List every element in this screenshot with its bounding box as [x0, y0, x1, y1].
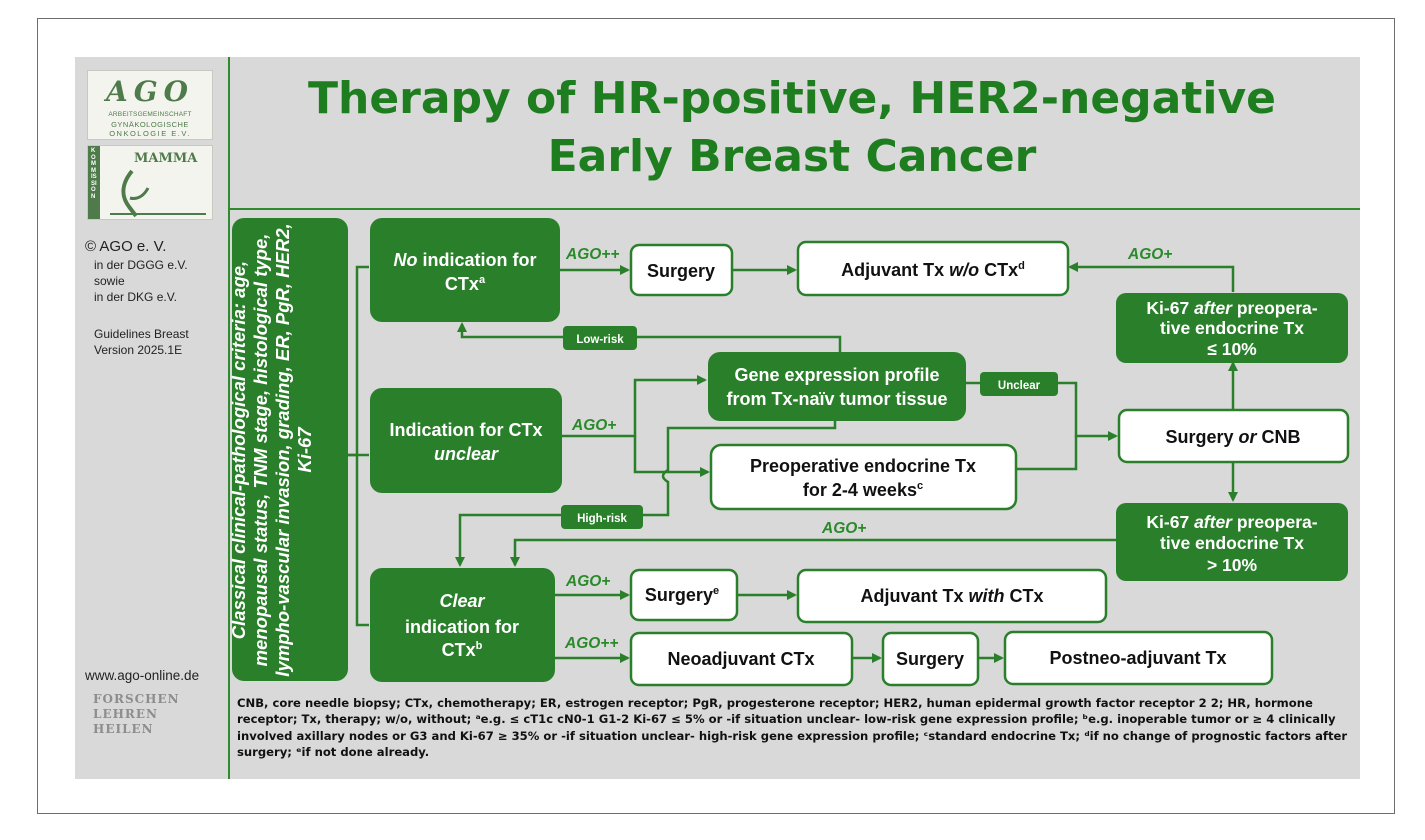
node-gene-line1: Gene expression profile [734, 365, 940, 385]
node-ki67low-line1: Ki-67 after preopera- [1146, 298, 1318, 318]
edge-unclear-to-preop [635, 436, 708, 472]
node-postneo-text: Postneo-adjuvant Tx [1049, 648, 1227, 668]
node-ki67high-line2: tive endocrine Tx [1160, 533, 1304, 553]
edge-criteria-to-no [347, 267, 369, 455]
node-indication-unclear-line1: Indication for CTx [389, 420, 543, 440]
node-surgery-bottom-text: Surgery [895, 649, 965, 669]
node-clear-line1: Clear [439, 591, 485, 611]
edge-gene-lowrisk [462, 324, 840, 352]
motto-line-2: LEHREN [93, 707, 159, 721]
edge-preop-to-cnb [1016, 436, 1076, 469]
title-line-1: Therapy of HR-positive, HER2-negative [307, 73, 1277, 124]
node-ki67low-line2: tive endocrine Tx [1160, 318, 1304, 338]
org-line-1: in der DGGG e.V. [94, 258, 188, 272]
node-no-indication [370, 218, 560, 322]
node-indication-unclear-line2: unclear [433, 444, 499, 464]
motto-line-3: HEILEN [93, 722, 154, 736]
copyright-line: © AGO e. V. [85, 238, 167, 255]
node-adjuvant-with-text: Adjuvant Tx with CTx [860, 586, 1044, 606]
ago-logo-text: AGO [105, 75, 195, 108]
edge-ki67low-to-adjuvant [1070, 267, 1233, 292]
website-link[interactable]: www.ago-online.de [85, 668, 200, 683]
mamma-logo-text: MAMMA [134, 151, 198, 166]
org-line-2: sowie [94, 274, 125, 288]
node-adjuvant-wo-text: Adjuvant Tx w/o CTx$^d$ [841, 260, 1025, 280]
org-line-3: in der DKG e.V. [94, 290, 177, 304]
node-surgery-cnb-text: Surgery or CNB [1165, 427, 1301, 447]
node-surgery-top-text: Surgery [646, 261, 716, 281]
node-no-indication-text [394, 250, 537, 270]
edge-criteria-to-clear [357, 455, 369, 625]
node-ki67high-line1: Ki-67 after preopera- [1146, 512, 1318, 532]
clear-ctx: CTx [441, 640, 476, 660]
node-gene-expression [708, 352, 966, 421]
node-gene-line2: from Tx-naïv tumor tissue [726, 389, 948, 409]
no-indication-line1: indication for [417, 250, 537, 270]
edge-label-ago-pp-clear: AGO++ [565, 635, 619, 652]
motto-line-1: FORSCHEN [93, 692, 180, 706]
no-indication-ctx: CTx [444, 274, 479, 294]
guidelines-line-2: Version 2025.1E [94, 343, 183, 357]
node-neoadjuvant-text: Neoadjuvant CTx [667, 649, 815, 669]
no-word: No [393, 250, 418, 270]
node-indication-unclear [370, 388, 562, 493]
ago-logo-subtitle-2: GYNÄKOLOGISCHE [111, 120, 189, 129]
criteria-text: Classical clinical-pathological criteria: age, menopausal status, TNM stage, histological type, lympho-vascular invasion, grading, ER, PgR, HER2, Ki-67 [228, 223, 315, 677]
edge-label-ago-pp-top: AGO++ [566, 246, 620, 263]
edge-label-ago-p-top-right: AGO+ [1128, 246, 1173, 263]
ago-logo-subtitle-1: ARBEITSGEMEINSCHAFT [108, 111, 192, 118]
edge-label-ago-p-unclear: AGO+ [572, 417, 617, 434]
mamma-logo-side-text: KOMMISSION [91, 148, 97, 200]
tag-unclear-text: Unclear [997, 380, 1041, 392]
edge-label-ago-p-ki67-high: AGO+ [822, 520, 867, 537]
clear-sup: b [475, 640, 483, 652]
footnote: CNB, core needle biopsy; CTx, chemotherapy; ER, estrogen receptor; PgR, progesterone receptor; HER2, human epidermal growth factor receptor 2 2; HR, hormone receptor; Tx, therapy; w/o, without; ᵃe.g. ≤ cT1c cN0-1 G1-2 Ki-67 ≤ 5% or -if situation unclear- low-risk gene expression profile; ᵇe.g. inoperable tumor or ≥ 4 clinically involved axillary nodes or G3 and Ki-67 ≥ 35% or -if situation unclear- high-risk gene expression profile; ᶜstandard endocrine Tx; ᵈif no change of prognostic factors after surgery; ᵉif not done already. [237, 696, 1348, 760]
node-preop-line2: for 2-4 weeks$^c$ [802, 480, 924, 500]
ago-logo-subtitle-3: ONKOLOGIE E.V. [109, 129, 191, 138]
node-preop-line1: Preoperative endocrine Tx [749, 456, 977, 476]
node-ki67high-line3: > 10% [1206, 555, 1258, 575]
node-surgery-e-text: Surgery$^e$ [644, 585, 720, 605]
edge-label-ago-p-clear: AGO+ [566, 573, 611, 590]
guidelines-line-1: Guidelines Breast [94, 327, 189, 341]
no-indication-sup: a [478, 274, 486, 286]
tag-high-risk-text: High-risk [577, 513, 627, 525]
node-clear-line2: indication for [405, 617, 519, 637]
edge-ki67high-to-clear [515, 540, 1116, 565]
title-line-2: Early Breast Cancer [547, 131, 1037, 182]
tag-low-risk-text: Low-risk [576, 334, 624, 346]
node-ki67low-line3: ≤ 10% [1207, 339, 1257, 359]
